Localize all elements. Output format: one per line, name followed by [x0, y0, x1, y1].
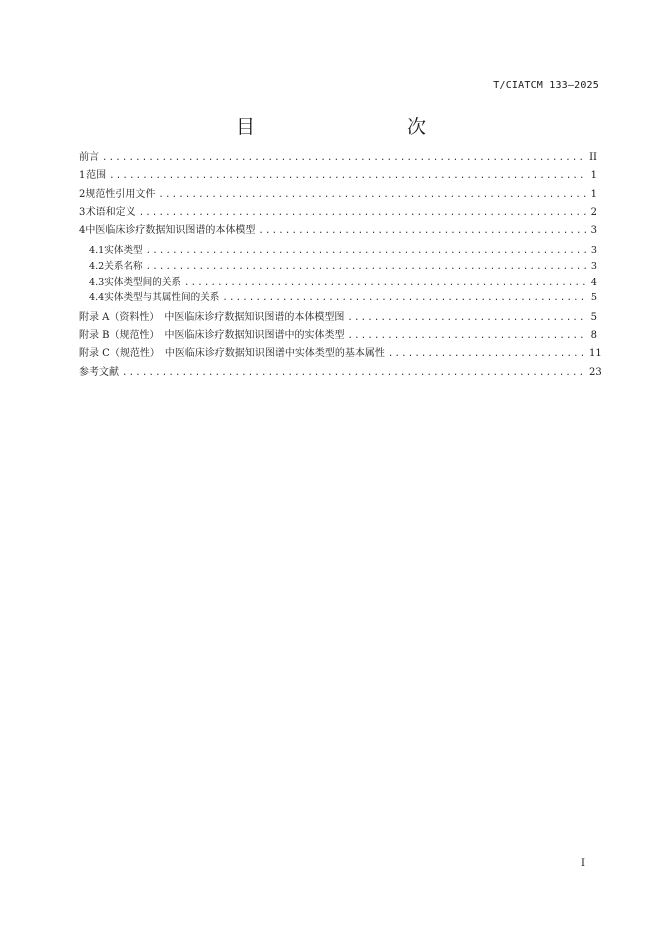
toc-entry-number: 4: [79, 225, 86, 237]
toc-entry-label: 实体类型与其属性间的关系: [104, 292, 220, 304]
toc-entry-label: 前言: [79, 152, 99, 163]
toc-entry-entity-attribute-relations[interactable]: [79, 289, 597, 305]
dot-leader: [146, 246, 586, 256]
toc-entry-label: 中医临床诊疗数据知识图谱的本体模型: [85, 225, 256, 237]
dot-leader: [388, 349, 586, 359]
toc-entry-appendix-c[interactable]: [79, 344, 602, 362]
toc-entry-label: 附录 A（资料性） 中医临床诊疗数据知识图谱的本体模型图: [79, 311, 345, 323]
toc-entry-number: 3: [79, 206, 86, 218]
toc-entry-page: 23: [589, 366, 602, 378]
dot-leader: [109, 171, 586, 181]
toc-entry-page: 3: [590, 245, 597, 257]
toc-entry-number: 4.3: [89, 276, 105, 288]
toc-entry-page: 4: [590, 276, 597, 288]
toc-entry-page: 1: [590, 170, 597, 182]
table-of-contents: [79, 148, 602, 381]
toc-entry-relation-names[interactable]: [79, 258, 597, 274]
toc-entry-page: 1: [590, 188, 597, 200]
toc-entry-label: 实体类型: [104, 245, 143, 257]
dot-leader: [158, 190, 586, 200]
toc-entry-normative-references[interactable]: [79, 185, 597, 203]
toc-entry-appendix-a[interactable]: [79, 308, 597, 326]
dot-leader: [122, 368, 586, 378]
dot-leader: [347, 313, 586, 323]
toc-entry-page: 11: [589, 348, 602, 360]
toc-entry-scope[interactable]: [79, 166, 597, 184]
toc-entry-terms-definitions[interactable]: [79, 203, 597, 221]
toc-entry-label: 附录 C（规范性） 中医临床诊疗数据知识图谱中实体类型的基本属性: [79, 348, 385, 360]
toc-entry-number: 4.1: [89, 245, 105, 257]
document-code: T/CIATCM 133—2025: [493, 80, 599, 91]
dot-leader: [146, 262, 586, 272]
toc-entry-label: 关系名称: [104, 261, 143, 273]
page-number: I: [581, 858, 585, 869]
toc-entry-entity-relations[interactable]: [79, 274, 597, 290]
toc-entry-page: 5: [590, 311, 597, 323]
toc-entry-label: 附录 B（规范性） 中医临床诊疗数据知识图谱中的实体类型: [79, 330, 345, 342]
toc-entry-entity-types[interactable]: [79, 242, 597, 258]
toc-entry-page: 3: [590, 225, 597, 237]
toc-entry-page: 3: [590, 261, 597, 273]
toc-entry-page: 5: [590, 292, 597, 304]
toc-entry-ontology-model[interactable]: [79, 221, 597, 239]
toc-entry-page: II: [589, 152, 597, 163]
toc-entry-label: 实体类型间的关系: [104, 276, 182, 288]
toc-entry-foreword[interactable]: [79, 148, 597, 166]
page-title: 目 次: [235, 116, 464, 138]
toc-entry-number: 1: [79, 170, 86, 182]
toc-entry-number: 4.4: [89, 292, 105, 304]
toc-entry-number: 4.2: [89, 261, 105, 273]
dot-leader: [139, 208, 586, 218]
toc-entry-appendix-b[interactable]: [79, 326, 597, 344]
toc-entry-number: 2: [79, 188, 86, 200]
toc-entry-label: 规范性引用文件: [85, 188, 156, 200]
toc-entry-page: 2: [590, 206, 597, 218]
dot-leader: [102, 153, 586, 163]
dot-leader: [258, 226, 586, 236]
toc-entry-label: 术语和定义: [85, 206, 136, 218]
toc-entry-label: 范围: [86, 170, 107, 182]
dot-leader: [222, 293, 586, 303]
dot-leader: [184, 278, 586, 288]
toc-entry-page: 8: [590, 330, 597, 342]
toc-entry-label: 参考文献: [79, 366, 119, 378]
toc-entry-bibliography[interactable]: [79, 363, 602, 381]
dot-leader: [348, 331, 586, 341]
